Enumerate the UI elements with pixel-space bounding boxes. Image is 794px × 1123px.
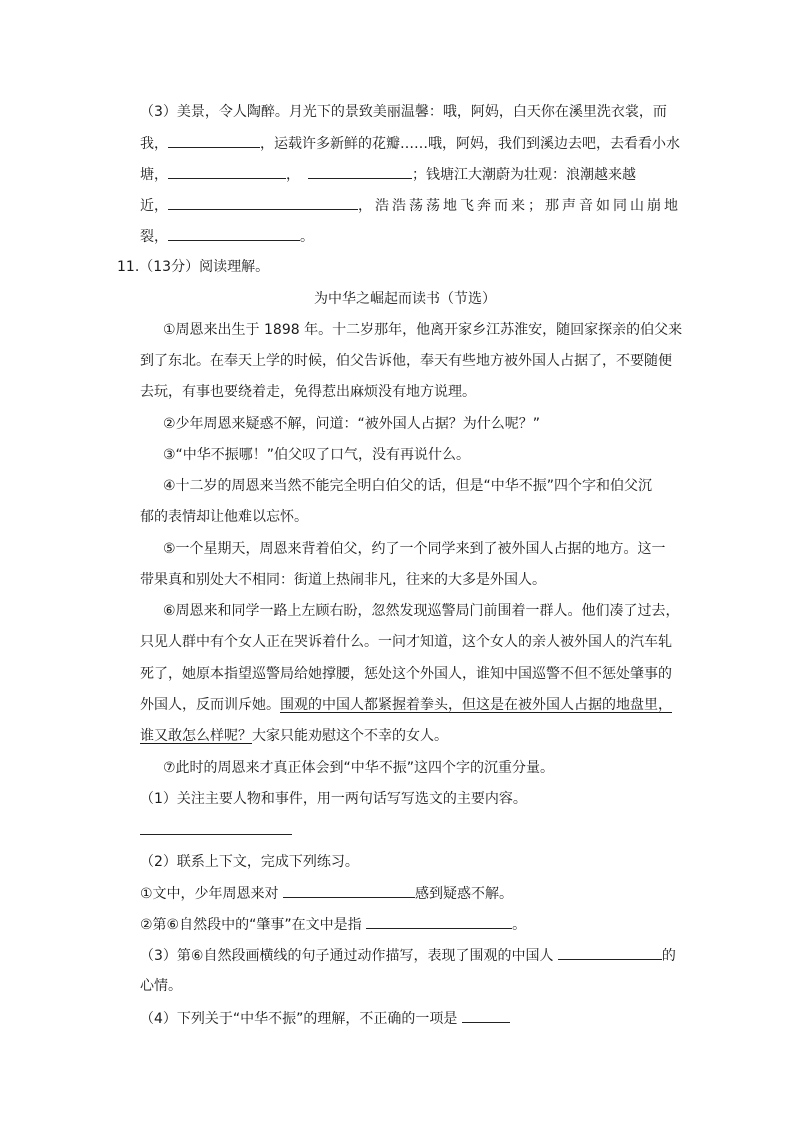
sub-text: 。 xyxy=(512,917,527,933)
subquestion-3-line-2: 心情。 xyxy=(140,978,182,994)
answer-blank[interactable] xyxy=(462,1008,510,1023)
answer-blank[interactable] xyxy=(366,914,512,929)
sub-text: 感到疑惑不解。 xyxy=(415,886,514,902)
para-1-line-3: 去玩，有事也要绕着走，免得惹出麻烦没有地方说理。 xyxy=(140,384,476,400)
answer-blank[interactable] xyxy=(168,195,358,210)
para-6-line-5 xyxy=(140,726,448,746)
underlined-sentence: 围观的中国人都紧握着拳头，但这是在被外国人占据的地盘里， xyxy=(280,697,672,713)
para-6-line-4 xyxy=(140,695,672,715)
para-1-line-1: ①周恩来出生于 1898 年。十二岁那年，他离开家乡江苏淮安，随回家探亲的伯父来 xyxy=(163,322,683,338)
para-2: ②少年周恩来疑惑不解，问道：“被外国人占据？为什么呢？” xyxy=(163,416,541,432)
para-5-line-2: 带果真和别处大不相同：街道上热闹非凡，往来的大多是外国人。 xyxy=(140,572,546,588)
sub-text: （3）第⑥自然段画横线的句子通过动作描写，表现了围观的中国人 xyxy=(140,948,558,964)
q3-text: 。 xyxy=(300,229,314,245)
answer-blank[interactable] xyxy=(168,164,286,179)
q3-text: 我， xyxy=(140,136,168,152)
question-11-header: 11.（13分）阅读理解。 xyxy=(117,259,270,275)
q3-text: 裂， xyxy=(140,229,168,245)
q3-text: ，浩浩荡荡地飞奔而来；那声音如同山崩地 xyxy=(358,198,681,214)
sub-text: ②第⑥自然段中的“肇事”在文中是指 xyxy=(140,917,367,933)
subquestion-1-answer-line xyxy=(140,820,292,841)
subquestion-2a xyxy=(140,883,513,904)
q3-text: 塘， xyxy=(140,167,168,183)
para-3: ③“中华不振哪！”伯父叹了口气，没有再说什么。 xyxy=(163,447,471,463)
para-6-line-2: 只见人群中有个女人正在哭诉着什么。一问才知道，这个女人的亲人被外国人的汽车轧 xyxy=(140,634,672,650)
answer-blank[interactable] xyxy=(308,164,412,179)
sub-text: 的 xyxy=(661,948,676,964)
q3-text: ， xyxy=(286,167,300,183)
q3-line-5 xyxy=(140,226,314,247)
para-6-line-1: ⑥周恩来和同学一路上左顾右盼，忽然发现巡警局门前围着一群人。他们凑了过去， xyxy=(163,603,680,619)
q3-text: ；钱塘江大潮蔚为壮观：浪潮越来越 xyxy=(412,167,636,183)
answer-blank[interactable] xyxy=(283,883,415,898)
para-1-line-2: 到了东北。在奉天上学的时候，伯父告诉他，奉天有些地方被外国人占据了，不要随便 xyxy=(140,353,672,369)
para-5-line-1: ⑤一个星期天，周恩来背着伯父，约了一个同学来到了被外国人占据的地方。这一 xyxy=(163,541,666,557)
q3-line-1: （3）美景，令人陶醉。月光下的景致美丽温馨：哦，阿妈，白天你在溪里洗衣裳，而 xyxy=(140,104,667,120)
para-4-line-1: ④十二岁的周恩来当然不能完全明白伯父的话，但是“中华不振”四个字和伯父沉 xyxy=(163,478,653,494)
para-7: ⑦此时的周恩来才真正体会到“中华不振”这四个字的沉重分量。 xyxy=(163,760,555,776)
subquestion-2: （2）联系上下文，完成下列练习。 xyxy=(140,854,359,870)
q3-text: 近， xyxy=(140,198,168,214)
answer-blank[interactable] xyxy=(168,226,300,241)
subquestion-3 xyxy=(140,945,676,966)
q3-text: ，运载许多新鲜的花瓣……哦，阿妈，我们到溪边去吧，去看看小水 xyxy=(260,136,680,152)
sub-text: ①文中，少年周恩来对 xyxy=(140,886,284,902)
subquestion-4 xyxy=(140,1008,510,1029)
subquestion-1: （1）关注主要人物和事件，用一两句话写写选文的主要内容。 xyxy=(140,791,527,807)
para-6-text: 外国人，反而训斥她。 xyxy=(140,697,280,713)
sub-text: （4）下列关于“中华不振”的理解，不正确的一项是 xyxy=(140,1011,462,1027)
passage-title: 为中华之崛起而读书（节选） xyxy=(314,291,496,307)
para-4-line-2: 郁的表情却让他难以忘怀。 xyxy=(140,509,308,525)
answer-blank[interactable] xyxy=(168,133,260,148)
answer-blank[interactable] xyxy=(558,945,662,960)
underlined-sentence: 谁又敢怎么样呢？ xyxy=(140,728,252,744)
q3-line-3 xyxy=(140,164,636,185)
q3-line-4 xyxy=(140,195,681,216)
q3-line-2 xyxy=(140,133,680,154)
para-6-line-3: 死了，她原本指望巡警局给她撑腰，惩处这个外国人，谁知中国巡警不但不惩处肇事的 xyxy=(140,666,672,682)
para-6-text: 大家只能劝慰这个不幸的女人。 xyxy=(252,728,448,744)
answer-blank[interactable] xyxy=(140,820,292,835)
subquestion-2b xyxy=(140,914,526,935)
